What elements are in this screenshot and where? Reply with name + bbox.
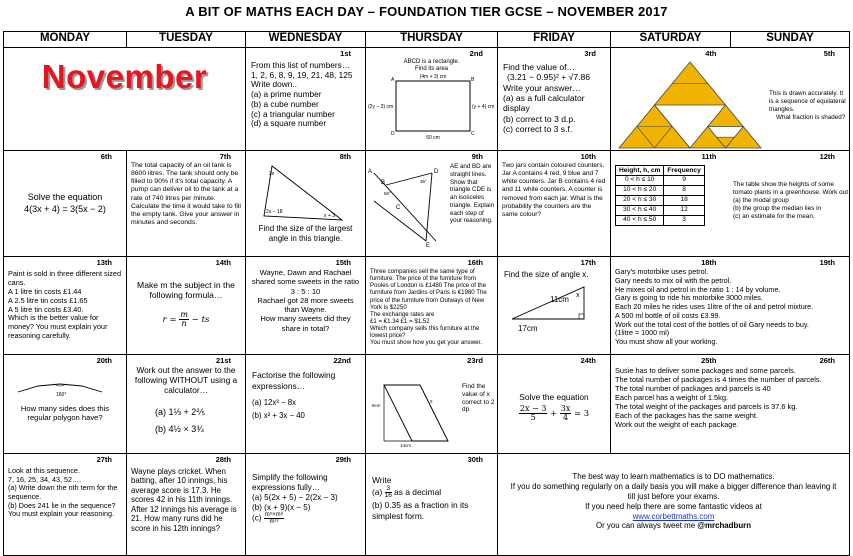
day-cell-2 bbox=[366, 48, 498, 151]
question-text: Make m the subject in the following formula… bbox=[137, 280, 235, 301]
question-text: The total weight of the packages and parcels is 37.6 kg. bbox=[615, 402, 798, 412]
week-row-3 bbox=[4, 257, 850, 355]
side-label: 14cm bbox=[400, 443, 412, 447]
question-text: Three companies sell the same type of furniture. The price of the furniture from Pooles of London is £1480 The price of the furniture from Jardins of Paris is €1980 The price of the furniture from Outways of New York is $2250 bbox=[370, 268, 487, 311]
question-part-b: (b) 4½ × 3¾ bbox=[155, 423, 204, 434]
angle-label: 36° bbox=[420, 179, 427, 184]
frequency-table bbox=[615, 165, 705, 226]
date-number: 23rd bbox=[467, 356, 483, 365]
table-row: 20 < h ≤ 30 18 bbox=[616, 196, 705, 206]
question-text: You must show all your working. bbox=[615, 337, 718, 347]
date-number: 9th bbox=[471, 152, 483, 161]
month-banner: November bbox=[41, 58, 208, 95]
triangle-sequence-diagram bbox=[617, 60, 763, 150]
angle-label: x bbox=[576, 292, 580, 299]
date-number: 10th bbox=[580, 152, 596, 161]
page-title: A BIT OF MATHS EACH DAY – FOUNDATION TIER GCSE – NOVEMBER 2017 bbox=[185, 4, 668, 19]
question-text: What fraction is shaded? bbox=[776, 114, 846, 121]
day-cell-30 bbox=[366, 454, 498, 556]
side-label: 11cm bbox=[550, 295, 569, 304]
question-part-c: (c) correct to 3 s.f. bbox=[503, 123, 573, 134]
question-text: This is drawn accurately. It is a sequence of equilateral triangles. bbox=[769, 90, 846, 113]
date-number: 12th bbox=[819, 152, 835, 161]
point-label: B bbox=[381, 180, 386, 186]
question-text: Write your answer… bbox=[503, 82, 581, 93]
vertex-label: D bbox=[391, 131, 395, 138]
question-part-b: (b) x² + 3x − 40 bbox=[252, 410, 305, 420]
day-cell-23 bbox=[366, 355, 498, 454]
day-cell-28 bbox=[127, 454, 246, 556]
price-line: A 5 litre tin costs £3.40. bbox=[8, 304, 84, 314]
formula: r = $\frac{m}{n}$ − ts bbox=[162, 309, 210, 328]
day-header-wednesday: WEDNESDAY bbox=[246, 32, 366, 48]
question-text: ABCD is a rectangle. bbox=[403, 59, 460, 65]
date-number: 8th bbox=[339, 152, 351, 161]
vertex-label: A bbox=[391, 77, 395, 84]
day-cell-8 bbox=[246, 151, 366, 257]
date-number: 7th bbox=[219, 152, 231, 161]
question-part-b: (b) 0.35 as a fraction in its simplest form. bbox=[372, 499, 469, 521]
day-cell-27 bbox=[4, 454, 127, 556]
vertex-label: B bbox=[471, 77, 475, 84]
question-part-a: (a) as a full calculator bbox=[503, 92, 585, 103]
footer-line: Or you can always tweet me @mrchadburn bbox=[595, 521, 752, 531]
expression: (3.21 − 0.95)² + √7.86 bbox=[507, 72, 591, 83]
week-row-5 bbox=[4, 454, 850, 556]
question-text: Paint is sold in three different sized cans. bbox=[8, 269, 122, 287]
question-text: display bbox=[503, 103, 530, 114]
question-text: Write bbox=[372, 475, 392, 485]
question-text: Find the value of x correct to 2 dp bbox=[462, 383, 495, 414]
question-text: Gary is going to ride his motorbike 3000 miles. bbox=[615, 293, 763, 303]
day-cell-4-5 bbox=[611, 48, 850, 151]
side-label-top: (4m + 3) cm bbox=[419, 74, 447, 81]
question-text: Rachael got 28 more sweets than Wayne. bbox=[257, 295, 354, 314]
right-triangle-diagram bbox=[498, 281, 608, 339]
twitter-handle[interactable]: @mrchadburn bbox=[697, 521, 752, 531]
question-part-b: (b) (x + 9)(x − 5) bbox=[252, 502, 311, 512]
day-cell-18-19 bbox=[611, 257, 850, 355]
angle-label: 56° bbox=[384, 191, 391, 196]
date-number: 20th bbox=[96, 356, 112, 365]
day-header-friday: FRIDAY bbox=[498, 32, 611, 48]
question-part-b: (b) a cube number bbox=[251, 98, 319, 109]
date-number: 22nd bbox=[333, 356, 351, 365]
question-text: Write down.. bbox=[251, 79, 297, 90]
date-number: 15th bbox=[335, 258, 351, 267]
price-line: A 1 litre tin costs £1.44 bbox=[8, 286, 82, 296]
question-part-a: (a) 5(2x + 5) − 2(2x − 3) bbox=[252, 492, 338, 502]
table-header: Height, h, cm bbox=[616, 166, 664, 176]
vertex-label: C bbox=[471, 131, 475, 138]
point-label: A bbox=[368, 169, 373, 175]
date-number: 25th bbox=[701, 356, 717, 365]
day-header-tuesday: TUESDAY bbox=[127, 32, 246, 48]
question-text: Gary's motorbike uses petrol. bbox=[615, 267, 709, 276]
question-part-a: (a) Write down the nth term for the sequence. bbox=[8, 483, 118, 501]
question-part-b: (b) the group the median lies in bbox=[733, 205, 822, 212]
question-text: Two jars contain coloured counters. Jar A contains 4 red, 9 blue and 7 white counters. Jar B contains 4 red and 11 white counters. A counter is removed from each jar. What is the probability the counters are the same colour? bbox=[502, 162, 606, 218]
date-number: 13th bbox=[96, 258, 112, 267]
day-header-sunday: SUNDAY bbox=[731, 32, 850, 48]
date-number: 4th bbox=[705, 49, 717, 58]
corbettmaths-link[interactable]: www.corbettmaths.com bbox=[632, 511, 715, 521]
number-list: 1, 2, 6, 8, 9, 19, 21, 48, 125 bbox=[251, 69, 353, 80]
day-cell-1 bbox=[246, 48, 366, 151]
week-row-2 bbox=[4, 151, 850, 257]
question-text: A 500 ml bottle of oil costs £3.99. bbox=[615, 310, 721, 320]
question-text: Each parcel has a weight of 1.5kg. bbox=[615, 393, 728, 403]
question-text: The total number of packages and parcels is 40 bbox=[615, 384, 771, 394]
day-cell-21 bbox=[127, 355, 246, 454]
angle-label: 160° bbox=[56, 392, 67, 398]
side-label: 6cm bbox=[372, 403, 381, 408]
triangle-diagram bbox=[246, 162, 364, 224]
date-number: 26th bbox=[819, 356, 835, 365]
side-label-left: (2y − 3) cm bbox=[368, 104, 394, 111]
day-cell-3 bbox=[498, 48, 611, 151]
day-cell-24 bbox=[498, 355, 611, 454]
question-text: Which company sells this furniture at the lowest price? bbox=[370, 325, 480, 340]
equation: 4(3x + 4) = 3(5x − 2) bbox=[24, 203, 106, 214]
date-number: 6th bbox=[100, 152, 112, 161]
footer-line: The best way to learn mathematics is to DO mathematics. bbox=[572, 472, 775, 481]
question-text: Find the size of angle x. bbox=[504, 270, 589, 279]
month-banner-cell bbox=[4, 48, 246, 151]
question-text: Work out the total cost of the bottles of oil Gary needs to buy. bbox=[615, 319, 809, 329]
date-number: 19th bbox=[819, 258, 835, 267]
day-cell-10 bbox=[498, 151, 611, 257]
question-text: How many sides does this regular polygon have? bbox=[20, 404, 110, 423]
question-text: Simplify the following expressions fully… bbox=[252, 473, 328, 492]
question-text: The exchange rates are bbox=[370, 310, 435, 318]
question-part-a: (a) the modal group bbox=[733, 197, 789, 204]
question-part-c: (c) an estimate for the mean. bbox=[733, 213, 815, 220]
date-number: 14th bbox=[215, 258, 231, 267]
date-number: 1st bbox=[340, 49, 351, 58]
day-cell-16 bbox=[366, 257, 498, 355]
question-text: Solve the equation bbox=[519, 392, 589, 402]
question-text: From this list of numbers… bbox=[251, 60, 351, 70]
question-text: Each of the packages has the same weight. bbox=[615, 411, 758, 421]
day-header-thursday: THURSDAY bbox=[366, 32, 498, 48]
question-text: Which is the better value for money? You must explain your reasoning carefully. bbox=[8, 313, 108, 341]
question-text: Find the value of… bbox=[503, 62, 576, 72]
side-label: x bbox=[430, 399, 433, 405]
question-text: Gary needs to mix oil with the petrol. bbox=[615, 275, 732, 285]
equation: $\frac{2x - 3}{5}$ + $\frac{3x}{4}$ = 3 bbox=[519, 404, 590, 422]
question-text: AE and BD are straight lines. Show that triangle CDE is an isosceles triangle. Explain each step of your reasoning. bbox=[450, 163, 495, 225]
question-text: The total number of packages is 4 times the number of parcels. bbox=[615, 375, 822, 385]
day-cell-29 bbox=[246, 454, 366, 556]
day-cell-22 bbox=[246, 355, 366, 454]
intersecting-lines-diagram bbox=[368, 163, 448, 247]
point-label: D bbox=[434, 169, 439, 175]
price-line: A 2.5 litre tin costs £1.65 bbox=[8, 295, 88, 305]
question-part-c: (c) $\frac{\text{m⁵×m⁸}}{\text{m¹³}}$ bbox=[252, 512, 284, 526]
polygon-diagram bbox=[4, 366, 122, 400]
table-row: 30 < h ≤ 40 12 bbox=[616, 206, 705, 216]
table-row: 0 < h ≤ 10 9 bbox=[616, 176, 705, 186]
date-number: 27th bbox=[96, 455, 112, 464]
week-row-1 bbox=[4, 48, 850, 151]
side-label: 17cm bbox=[518, 324, 538, 333]
question-text: He mixes oil and petrol in the ratio 1 : 14 by volume. bbox=[615, 284, 781, 294]
question-part-a: (a) a prime number bbox=[251, 89, 322, 100]
question-text: Wayne plays cricket. When batting, after 10 innings, his average score is 17.3. He scores 42 in his 11th innings. After 12 innings his average is 21. How many runs did he score in his 12th innings? bbox=[131, 467, 237, 533]
date-number: 5th bbox=[823, 49, 835, 58]
question-text: Each 20 miles he rides uses 1litre of the oil and petrol mixture. bbox=[615, 302, 814, 312]
question-text: Find the size of the largest angle in this triangle. bbox=[258, 224, 353, 243]
weekday-header-row bbox=[4, 32, 850, 48]
table-row: 40 < h ≤ 50 3 bbox=[616, 216, 705, 226]
angle-label: 2x − 18 bbox=[266, 209, 283, 215]
point-label: E bbox=[426, 243, 431, 247]
question-text: Find its area bbox=[414, 66, 448, 73]
table-row: 10 < h ≤ 20 8 bbox=[616, 186, 705, 196]
date-number: 16th bbox=[467, 258, 483, 267]
table-header: Frequency bbox=[664, 166, 704, 176]
question-text: You must show how you get your answer. bbox=[370, 339, 482, 347]
date-number: 17th bbox=[580, 258, 596, 267]
footer-message-cell bbox=[498, 454, 850, 556]
question-text: Susie has to deliver some packages and some parcels. bbox=[615, 366, 796, 375]
day-header-saturday: SATURDAY bbox=[611, 32, 731, 48]
question-text: Factorise the following expressions… bbox=[252, 370, 336, 391]
question-part-d: (d) a square number bbox=[251, 118, 327, 129]
date-number: 28th bbox=[215, 455, 231, 464]
date-number: 2nd bbox=[469, 49, 483, 58]
day-header-monday: MONDAY bbox=[4, 32, 127, 48]
date-number: 30th bbox=[467, 455, 483, 464]
date-number: 11th bbox=[701, 152, 717, 161]
question-text: Look at this sequence. bbox=[8, 466, 80, 475]
date-number: 3rd bbox=[584, 49, 596, 58]
exchange-rates: £1 = €1.34 £1 = $1.52 bbox=[370, 317, 430, 325]
date-number: 24th bbox=[580, 356, 596, 365]
question-part-a: (a) $\frac{3}{16}$ as a decimal bbox=[372, 484, 442, 500]
question-part-b: (b) correct to 3 d.p. bbox=[503, 113, 576, 124]
day-cell-20 bbox=[4, 355, 127, 454]
question-part-a: (a) 1⅓ + 2⅖ bbox=[155, 406, 205, 417]
rectangle-diagram bbox=[366, 73, 496, 147]
side-label-bottom: 50 cm bbox=[426, 135, 440, 142]
day-cell-9 bbox=[366, 151, 498, 257]
day-cell-17 bbox=[498, 257, 611, 355]
footer-line: If you do something regularly on a daily basis you will make a bigger difference than leaving it till just before your exams. bbox=[510, 481, 837, 501]
date-number: 29th bbox=[335, 455, 351, 464]
angle-label: x + 3 bbox=[324, 213, 335, 219]
point-label: C bbox=[396, 205, 401, 211]
day-cell-13 bbox=[4, 257, 127, 355]
side-label-right: (y + 4) cm bbox=[472, 104, 495, 111]
question-text: How many sweets did they share in total? bbox=[260, 314, 351, 333]
day-cell-6 bbox=[4, 151, 127, 257]
date-number: 21st bbox=[215, 356, 231, 365]
parallelogram-diagram bbox=[370, 367, 460, 447]
question-text: The total capacity of an oil tank is 8600 litres. The tank should only be filled to 90% if it's total capacity. A pump can deliver oil to the tank at a rate of 740 litres per minute. Calculate the time it would take to fill the empty tank. Give your answer in minutes and seconds. bbox=[131, 162, 241, 227]
question-text: Wayne, Dawn and Rachael shared some sweets in the ratio 3 : 5 : 10 bbox=[251, 268, 360, 296]
week-row-4 bbox=[4, 355, 850, 454]
question-part-b: (b) Does 241 lie in the sequence? You must explain your reasoning. bbox=[8, 500, 116, 519]
day-cell-15 bbox=[246, 257, 366, 355]
question-text: Solve the equation bbox=[27, 192, 103, 202]
day-cell-25-26 bbox=[611, 355, 850, 454]
day-cell-11-12 bbox=[611, 151, 850, 257]
question-text: Work out the weight of each package. bbox=[615, 420, 739, 430]
day-cell-7 bbox=[127, 151, 246, 257]
calendar-grid bbox=[3, 31, 850, 556]
day-cell-14 bbox=[127, 257, 246, 355]
angle-label: 3x bbox=[269, 171, 275, 177]
footer-line: If you need help there are some fantastic videos at bbox=[585, 501, 762, 511]
question-part-c: (c) a triangular number bbox=[251, 108, 335, 119]
question-part-a: (a) 12x³ − 8x bbox=[252, 397, 296, 407]
date-number: 18th bbox=[701, 258, 717, 267]
question-text: Work out the answer to the following WITHOUT using a calculator… bbox=[134, 365, 238, 395]
question-text: (1litre = 1000 ml) bbox=[615, 328, 670, 338]
sequence: 7, 16, 25, 34, 43, 52…. bbox=[8, 474, 82, 484]
question-text: The table show the heights of some tomato plants in a greenhouse. Work out bbox=[733, 181, 848, 196]
